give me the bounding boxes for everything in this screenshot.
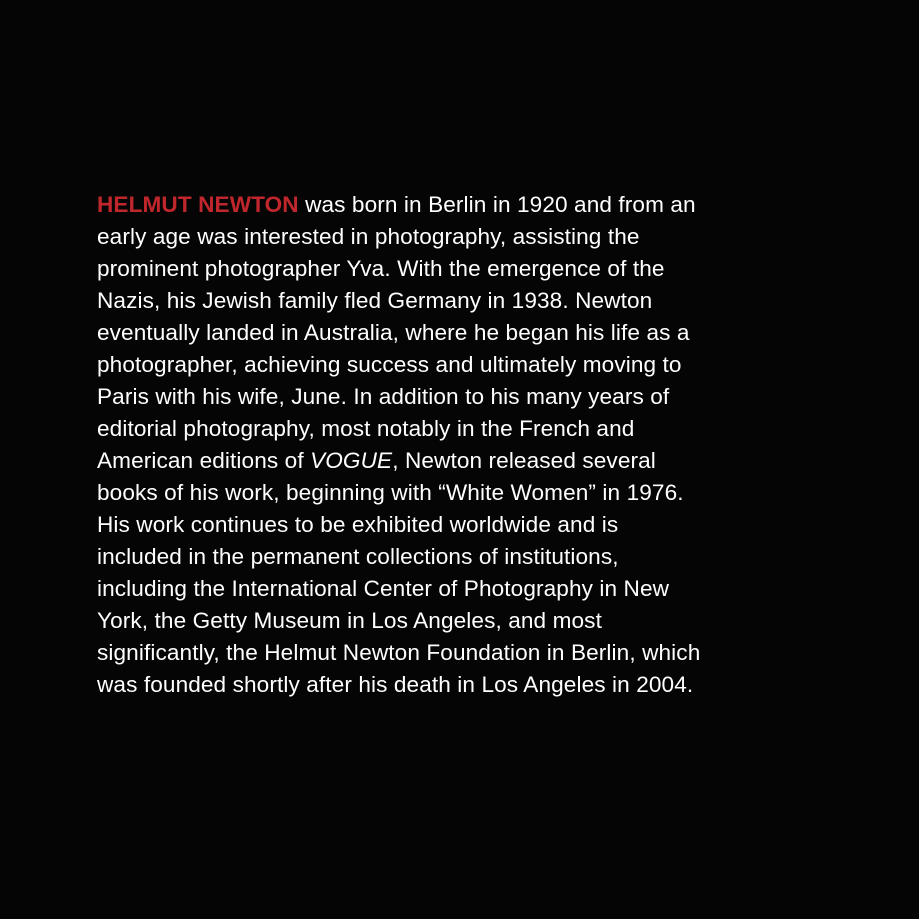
vogue-title: VOGUE [310, 448, 393, 473]
artist-name: HELMUT NEWTON [97, 192, 299, 217]
biography-text [97, 189, 837, 701]
bio-line: books of his work, beginning with “White Women” in 1976. [97, 480, 684, 505]
bio-line [97, 445, 837, 477]
bio-line: was founded shortly after his death in Los Angeles in 2004. [97, 672, 694, 697]
bio-line: significantly, the Helmut Newton Foundation in Berlin, which [97, 640, 701, 665]
bio-line: eventually landed in Australia, where he began his life as a [97, 320, 690, 345]
bio-line: photographer, achieving success and ultimately moving to [97, 352, 682, 377]
bio-line: Paris with his wife, June. In addition to his many years of [97, 384, 670, 409]
bio-line: editorial photography, most notably in the French and [97, 416, 635, 441]
bio-line-text: American editions of [97, 448, 311, 473]
bio-line-text: , Newton released several [392, 448, 656, 473]
bio-line: Nazis, his Jewish family fled Germany in 1938. Newton [97, 288, 653, 313]
bio-line: early age was interested in photography, assisting the [97, 224, 640, 249]
bio-line: His work continues to be exhibited worldwide and is [97, 512, 619, 537]
bio-line: York, the Getty Museum in Los Angeles, and most [97, 608, 602, 633]
bio-line-text: was born in Berlin in 1920 and from an [298, 192, 696, 217]
bio-line [97, 189, 837, 221]
bio-line: included in the permanent collections of institutions, [97, 544, 619, 569]
bio-line: including the International Center of Photography in New [97, 576, 670, 601]
bio-line: prominent photographer Yva. With the emergence of the [97, 256, 665, 281]
